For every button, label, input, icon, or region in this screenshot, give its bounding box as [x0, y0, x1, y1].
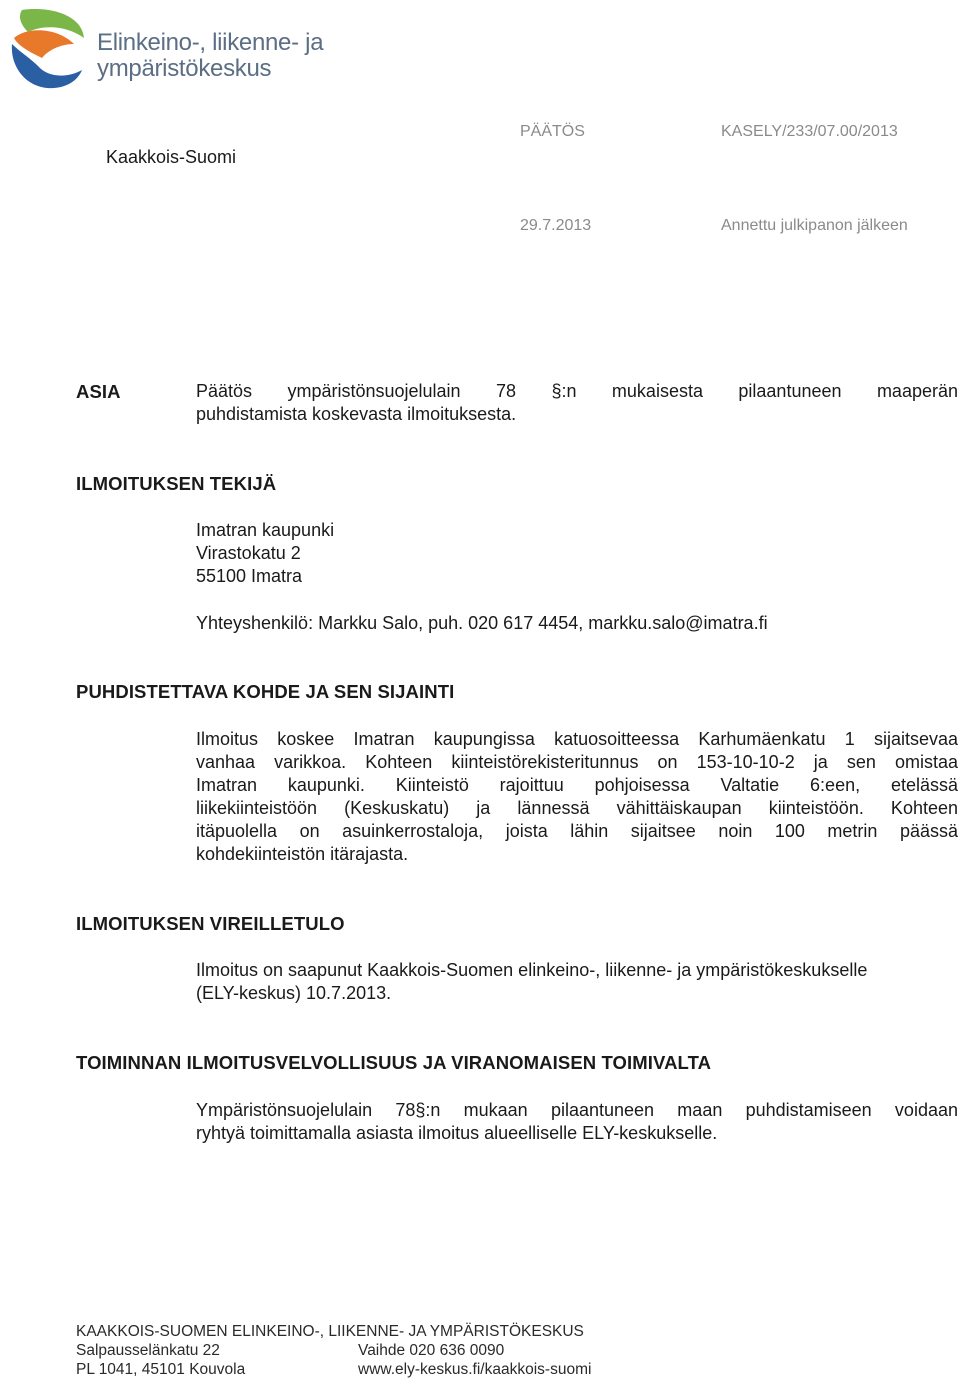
doc-type: PÄÄTÖS: [520, 123, 585, 140]
ilmoittaja-city: 55100 Imatra: [196, 566, 303, 586]
asia-text: [196, 380, 958, 426]
doc-date: 29.7.2013: [520, 217, 592, 234]
ilmoittaja-street: Virastokatu 2: [196, 543, 301, 563]
vireilletulo-line-2: (ELY-keskus) 10.7.2013.: [196, 983, 392, 1003]
footer-org: KAAKKOIS-SUOMEN ELINKEINO-, LIIKENNE- JA YMPÄRISTÖKESKUS: [76, 1323, 584, 1340]
footer-web-link[interactable]: www.ely-keskus.fi/kaakkois-suomi: [358, 1361, 592, 1378]
ilmoittaja-contact: Yhteyshenkilö: Markku Salo, puh. 020 617 4454, markku.salo@imatra.fi: [196, 613, 768, 633]
ely-leaf-icon: [8, 4, 88, 92]
kohde-text: [196, 728, 958, 866]
section-heading-kohde: PUHDISTETTAVA KOHDE JA SEN SIJAINTI: [76, 681, 455, 702]
region-name: Kaakkois-Suomi: [106, 147, 237, 167]
asia-line-1: Päätös ympäristönsuojelulain 78 §:n mukaisesta pilaantuneen maaperän: [196, 381, 958, 401]
kohde-line: vanhaa varikkoa. Kohteen kiinteistörekisteritunnus on 153-10-10-2 ja sen omistaa: [196, 752, 958, 772]
footer-street: Salpausselänkatu 22: [76, 1342, 220, 1359]
kohde-line: Ilmoitus koskee Imatran kaupungissa katuosoitteessa Karhumäenkatu 1 sijaitsevaa: [196, 729, 958, 749]
section-heading-ilmoittaja: ILMOITUKSEN TEKIJÄ: [76, 473, 277, 494]
section-heading-toimivalta: TOIMINNAN ILMOITUSVELVOLLISUUS JA VIRANOMAISEN TOIMIVALTA: [76, 1052, 712, 1073]
vireilletulo-text: [196, 959, 958, 1005]
logo-line-2: ympäristökeskus: [97, 55, 272, 82]
kohde-line: kohdekiinteistön itärajasta.: [196, 844, 409, 864]
asia-line-2: puhdistamista koskevasta ilmoituksesta.: [196, 404, 517, 424]
vireilletulo-line-1: Ilmoitus on saapunut Kaakkois-Suomen elinkeino-, liikenne- ja ympäristökeskukselle: [196, 960, 868, 980]
kohde-line: Imatran kaupunki. Kiinteistö rajoittuu pohjoisessa Valtatie 6:een, etelässä: [196, 775, 958, 795]
toimivalta-line-1: Ympäristönsuojelulain 78§:n mukaan pilaantuneen maan puhdistamiseen voidaan: [196, 1100, 958, 1120]
ilmoittaja-name: Imatran kaupunki: [196, 520, 335, 540]
delivery-note: Annettu julkipanon jälkeen: [721, 217, 908, 234]
toimivalta-line-2: ryhtyä toimittamalla asiasta ilmoitus alueelliselle ELY-keskukselle.: [196, 1123, 718, 1143]
kohde-line: itäpuolella on asuinkerrostaloja, joista lähin sijaitsee noin 100 metrin päässä: [196, 821, 958, 841]
doc-number: KASELY/233/07.00/2013: [721, 123, 898, 140]
section-heading-vireilletulo: ILMOITUKSEN VIREILLETULO: [76, 913, 345, 934]
footer-postbox: PL 1041, 45101 Kouvola: [76, 1361, 246, 1378]
kohde-line: liikekiinteistöön (Keskuskatu) ja lännessä vähittäiskaupan kiinteistöön. Kohteen: [196, 798, 958, 818]
asia-label: ASIA: [76, 381, 121, 402]
ilmoittaja-address: [196, 519, 958, 588]
logo-line-1: Elinkeino-, liikenne- ja: [97, 29, 324, 56]
footer-phone: Vaihde 020 636 0090: [358, 1342, 505, 1359]
logo-text: [97, 30, 323, 82]
toimivalta-text: [196, 1099, 958, 1145]
